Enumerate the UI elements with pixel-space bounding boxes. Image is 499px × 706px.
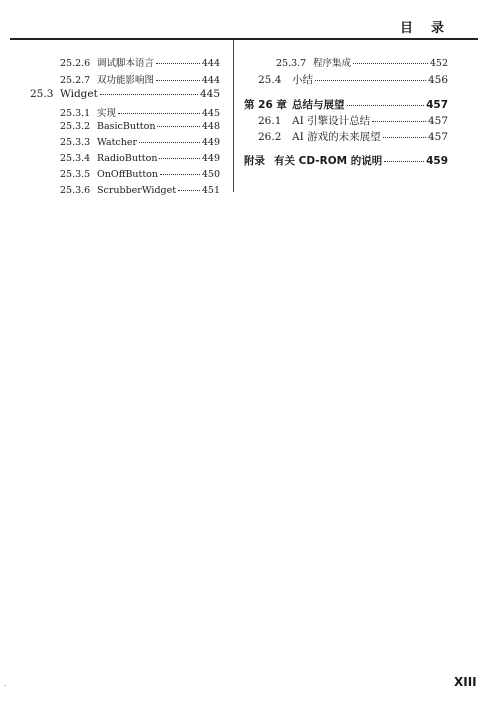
toc-entry[interactable] xyxy=(60,121,220,132)
page-number: 451 xyxy=(201,185,220,196)
toc-entry[interactable] xyxy=(276,55,448,69)
section-title: ScrubberWidget xyxy=(97,185,177,196)
page-number: 449 xyxy=(201,137,220,148)
dot-leader xyxy=(156,80,200,81)
toc-entry[interactable] xyxy=(60,105,220,119)
section-title: 双功能影响图 xyxy=(97,75,155,86)
section-number: 25.3.7 xyxy=(276,58,307,69)
corner-mark: . xyxy=(4,679,7,688)
appendix-label: 附录 xyxy=(244,155,265,167)
dot-leader xyxy=(315,80,426,81)
section-title: Watcher xyxy=(97,137,138,148)
folio-page-number: XIII xyxy=(454,675,477,689)
page-number: 450 xyxy=(201,169,220,180)
dot-leader xyxy=(353,63,428,64)
dot-leader xyxy=(118,113,200,114)
dot-leader xyxy=(157,126,199,127)
toc-entry[interactable] xyxy=(60,72,220,86)
page-number: 457 xyxy=(426,99,448,111)
page-number: 459 xyxy=(426,155,448,167)
section-number: 25.3 xyxy=(30,88,54,100)
toc-appendix-entry[interactable] xyxy=(244,153,448,168)
section-number: 25.4 xyxy=(258,74,282,86)
page-number: 456 xyxy=(427,74,448,86)
toc-chapter-entry[interactable] xyxy=(244,97,448,112)
column-divider xyxy=(233,40,234,192)
page-number: 445 xyxy=(199,88,220,100)
toc-entry[interactable] xyxy=(60,153,220,164)
section-number: 26.1 xyxy=(258,115,282,127)
toc-entry[interactable] xyxy=(60,137,220,148)
page-number: 457 xyxy=(427,115,448,127)
section-title: 实现 xyxy=(97,108,117,119)
dot-leader xyxy=(156,63,200,64)
dot-leader xyxy=(178,190,200,191)
page-number: 444 xyxy=(201,58,220,69)
chapter-title: 总结与展望 xyxy=(292,99,345,111)
section-title: 程序集成 xyxy=(313,58,352,69)
dot-leader xyxy=(384,161,424,162)
dot-leader xyxy=(372,121,426,122)
toc-entry[interactable] xyxy=(258,113,448,128)
toc-entry[interactable] xyxy=(60,185,220,196)
page-number: 457 xyxy=(427,131,448,143)
section-title: 调试脚本语言 xyxy=(97,58,155,69)
toc-entry[interactable] xyxy=(60,169,220,180)
section-title: Widget xyxy=(60,88,98,100)
section-title: OnOffButton xyxy=(97,169,159,180)
dot-leader xyxy=(383,137,426,138)
toc-entry[interactable] xyxy=(60,55,220,69)
dot-leader xyxy=(139,142,200,143)
section-number: 25.2.6 xyxy=(60,58,91,69)
section-title: 小结 xyxy=(292,74,313,86)
dot-leader xyxy=(347,105,425,106)
toc-entry[interactable] xyxy=(30,88,220,100)
section-number: 25.3.2 xyxy=(60,121,91,132)
section-number: 25.3.6 xyxy=(60,185,91,196)
section-title: AI 游戏的未来展望 xyxy=(292,131,381,143)
header-rule xyxy=(10,38,478,40)
section-number: 25.2.7 xyxy=(60,75,91,86)
page-number: 452 xyxy=(429,58,448,69)
dot-leader xyxy=(100,94,198,95)
section-number: 25.3.5 xyxy=(60,169,91,180)
page-number: 449 xyxy=(201,153,220,164)
page-number: 445 xyxy=(201,108,220,119)
appendix-title: 有关 CD-ROM 的说明 xyxy=(274,155,383,167)
section-title: AI 引擎设计总结 xyxy=(292,115,371,127)
section-number: 25.3.1 xyxy=(60,108,91,119)
page-header-title: 目录 xyxy=(400,21,463,36)
section-title: RadioButton xyxy=(97,153,158,164)
chapter-number: 第 26 章 xyxy=(244,99,287,111)
section-title: BasicButton xyxy=(97,121,156,132)
section-number: 26.2 xyxy=(258,131,282,143)
toc-entry[interactable] xyxy=(258,129,448,144)
dot-leader xyxy=(159,158,199,159)
section-number: 25.3.3 xyxy=(60,137,91,148)
page-number: 444 xyxy=(201,75,220,86)
toc-entry[interactable] xyxy=(258,72,448,87)
dot-leader xyxy=(160,174,200,175)
section-number: 25.3.4 xyxy=(60,153,91,164)
page-number: 448 xyxy=(201,121,220,132)
